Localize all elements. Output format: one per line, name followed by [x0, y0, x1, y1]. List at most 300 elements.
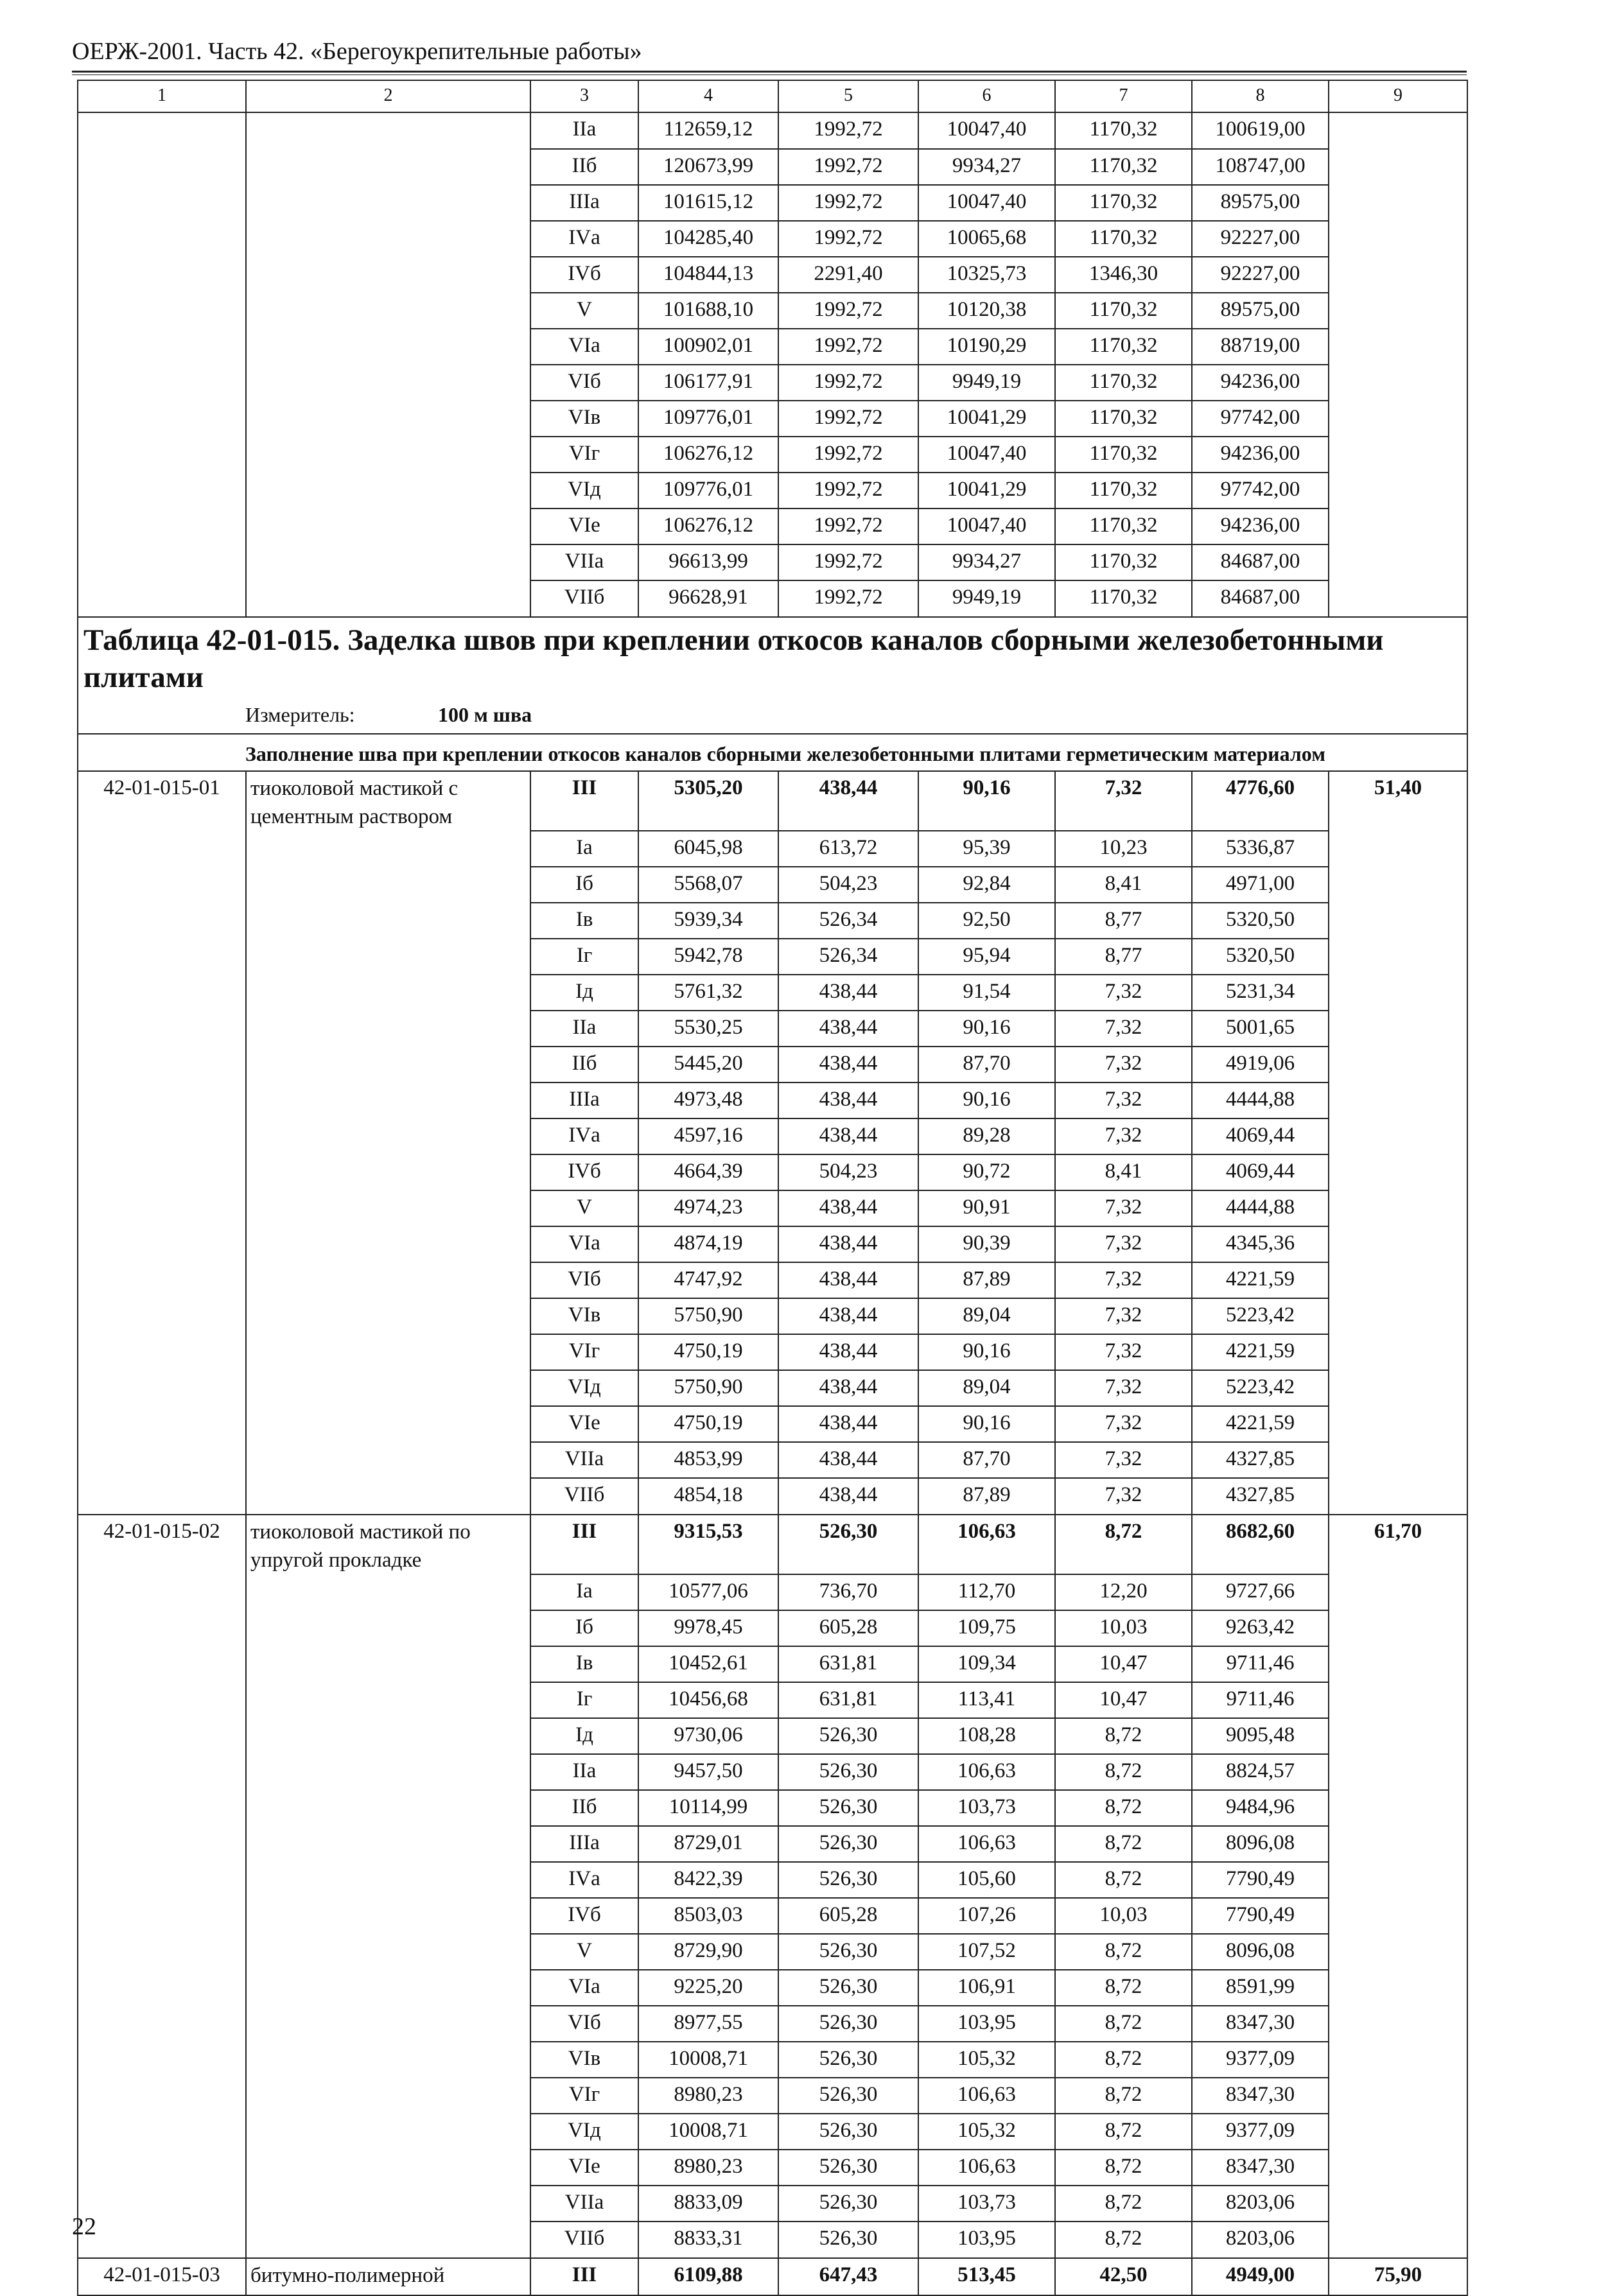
table-row: [78, 185, 1467, 221]
value-cell: 605,28: [778, 1610, 918, 1646]
value-cell: Iд: [530, 1718, 638, 1754]
name-cell: [246, 401, 530, 437]
col9-cell: [1329, 401, 1467, 437]
table-row: [78, 975, 1467, 1011]
code-cell: 42-01-015-02: [78, 1515, 246, 1574]
value-cell: 9949,19: [918, 580, 1055, 617]
value-cell: 5320,50: [1192, 939, 1329, 975]
col9-cell: [1329, 1826, 1467, 1862]
value-cell: 526,30: [778, 1754, 918, 1790]
name-cell: тиоколовой мастикой по упругой прокладке: [246, 1515, 530, 1574]
value-cell: 10,47: [1055, 1682, 1192, 1718]
col9-cell: [1329, 329, 1467, 365]
value-cell: 10,47: [1055, 1646, 1192, 1682]
table-row: [78, 1574, 1467, 1610]
code-cell: [78, 1011, 246, 1047]
value-cell: IIIа: [530, 185, 638, 221]
header-rule: [72, 71, 1467, 73]
value-cell: 10325,73: [918, 257, 1055, 293]
name-cell: [246, 2114, 530, 2150]
value-cell: 94236,00: [1192, 437, 1329, 473]
col9-cell: [1329, 1682, 1467, 1718]
name-cell: [246, 1718, 530, 1754]
value-cell: 1170,32: [1055, 329, 1192, 365]
value-cell: 95,39: [918, 831, 1055, 867]
value-cell: 4444,88: [1192, 1190, 1329, 1226]
name-cell: [246, 112, 530, 149]
value-cell: 10,03: [1055, 1610, 1192, 1646]
code-cell: [78, 1442, 246, 1478]
value-cell: 91,54: [918, 975, 1055, 1011]
code-cell: [78, 1646, 246, 1682]
value-cell: 10456,68: [638, 1682, 778, 1718]
value-cell: 438,44: [778, 1011, 918, 1047]
value-cell: 5305,20: [638, 771, 778, 831]
value-cell: 90,16: [918, 1011, 1055, 1047]
name-cell: [246, 2186, 530, 2222]
code-cell: [78, 1083, 246, 1118]
col9-cell: [1329, 1754, 1467, 1790]
value-cell: 10120,38: [918, 293, 1055, 329]
name-cell: [246, 1226, 530, 1262]
table-row: [78, 1406, 1467, 1442]
name-cell: [246, 1298, 530, 1334]
col9-cell: [1329, 112, 1467, 149]
code-cell: [78, 2042, 246, 2078]
value-cell: 526,30: [778, 1826, 918, 1862]
name-cell: [246, 2006, 530, 2042]
name-cell: [246, 580, 530, 617]
value-cell: 631,81: [778, 1646, 918, 1682]
value-cell: 7,32: [1055, 1262, 1192, 1298]
value-cell: 87,70: [918, 1442, 1055, 1478]
value-cell: 438,44: [778, 1083, 918, 1118]
meter-label: Измеритель:: [245, 703, 355, 726]
value-cell: 7,32: [1055, 1011, 1192, 1047]
name-cell: [246, 2042, 530, 2078]
value-cell: 107,26: [918, 1898, 1055, 1934]
value-cell: 4919,06: [1192, 1047, 1329, 1083]
table-row: [78, 1718, 1467, 1754]
value-cell: 10008,71: [638, 2114, 778, 2150]
value-cell: 8,72: [1055, 1826, 1192, 1862]
value-cell: 4747,92: [638, 1262, 778, 1298]
value-cell: III: [530, 1515, 638, 1574]
value-cell: V: [530, 1190, 638, 1226]
col9-cell: [1329, 1898, 1467, 1934]
value-cell: 8096,08: [1192, 1934, 1329, 1970]
value-cell: 8,72: [1055, 1934, 1192, 1970]
col9-cell: [1329, 473, 1467, 509]
col9-cell: [1329, 1442, 1467, 1478]
table-row: [78, 1862, 1467, 1898]
value-cell: Iа: [530, 831, 638, 867]
value-cell: 8977,55: [638, 2006, 778, 2042]
value-cell: VIе: [530, 509, 638, 544]
value-cell: IIа: [530, 112, 638, 149]
table-row: [78, 1754, 1467, 1790]
value-cell: 5750,90: [638, 1370, 778, 1406]
col9-cell: [1329, 1970, 1467, 2006]
name-cell: [246, 509, 530, 544]
value-cell: 8,72: [1055, 2006, 1192, 2042]
code-cell: [78, 2078, 246, 2114]
value-cell: 4971,00: [1192, 867, 1329, 903]
value-cell: 92227,00: [1192, 257, 1329, 293]
code-cell: [78, 221, 246, 257]
value-cell: 4776,60: [1192, 771, 1329, 831]
table-row: [78, 1298, 1467, 1334]
value-cell: 5320,50: [1192, 903, 1329, 939]
value-cell: 631,81: [778, 1682, 918, 1718]
table-row: [78, 1826, 1467, 1862]
value-cell: 8,72: [1055, 1718, 1192, 1754]
name-cell: [246, 1047, 530, 1083]
value-cell: 4345,36: [1192, 1226, 1329, 1262]
name-cell: [246, 1646, 530, 1682]
code-cell: [78, 1047, 246, 1083]
code-cell: [78, 473, 246, 509]
column-number: 5: [778, 80, 918, 112]
name-cell: [246, 257, 530, 293]
value-cell: 92,50: [918, 903, 1055, 939]
code-cell: [78, 1262, 246, 1298]
table-row: [78, 1790, 1467, 1826]
col9-cell: [1329, 437, 1467, 473]
table-row: [78, 580, 1467, 617]
value-cell: 7,32: [1055, 1047, 1192, 1083]
value-cell: 438,44: [778, 1370, 918, 1406]
value-cell: 1346,30: [1055, 257, 1192, 293]
table-row: [78, 2150, 1467, 2186]
value-cell: 120673,99: [638, 149, 778, 185]
value-cell: 1170,32: [1055, 149, 1192, 185]
name-cell: [246, 365, 530, 401]
table-row: [78, 2222, 1467, 2258]
col9-cell: [1329, 831, 1467, 867]
name-cell: [246, 437, 530, 473]
table-row: [78, 1334, 1467, 1370]
table-row: [78, 1646, 1467, 1682]
value-cell: 526,30: [778, 2042, 918, 2078]
name-cell: [246, 1011, 530, 1047]
value-cell: 9934,27: [918, 544, 1055, 580]
value-cell: 8824,57: [1192, 1754, 1329, 1790]
table-row: [78, 1515, 1467, 1574]
value-cell: 8,72: [1055, 1862, 1192, 1898]
value-cell: 438,44: [778, 1262, 918, 1298]
value-cell: 1992,72: [778, 221, 918, 257]
value-cell: VIб: [530, 2006, 638, 2042]
value-cell: 107,52: [918, 1934, 1055, 1970]
value-cell: 4327,85: [1192, 1442, 1329, 1478]
table-row: [78, 1682, 1467, 1718]
code-cell: [78, 112, 246, 149]
col9-cell: [1329, 2114, 1467, 2150]
code-cell: [78, 1226, 246, 1262]
value-cell: 4069,44: [1192, 1118, 1329, 1154]
value-cell: 9730,06: [638, 1718, 778, 1754]
table-row: [78, 867, 1467, 903]
value-cell: 10041,29: [918, 473, 1055, 509]
value-cell: IIб: [530, 1790, 638, 1826]
value-cell: 8,72: [1055, 1790, 1192, 1826]
value-cell: VIIа: [530, 544, 638, 580]
name-cell: битумно-полимерной: [246, 2258, 530, 2295]
value-cell: 526,30: [778, 2078, 918, 2114]
table-row: [78, 1442, 1467, 1478]
code-cell: [78, 2150, 246, 2186]
name-cell: [246, 185, 530, 221]
table-row: [78, 437, 1467, 473]
value-cell: 1170,32: [1055, 293, 1192, 329]
column-number: 6: [918, 80, 1055, 112]
value-cell: 9095,48: [1192, 1718, 1329, 1754]
value-cell: 9377,09: [1192, 2042, 1329, 2078]
code-cell: [78, 2186, 246, 2222]
value-cell: 7,32: [1055, 1370, 1192, 1406]
value-cell: 8,72: [1055, 2150, 1192, 2186]
code-cell: [78, 1478, 246, 1515]
value-cell: 1170,32: [1055, 365, 1192, 401]
code-cell: [78, 401, 246, 437]
value-cell: 7,32: [1055, 1478, 1192, 1515]
value-cell: 8980,23: [638, 2150, 778, 2186]
value-cell: 8,72: [1055, 1515, 1192, 1574]
value-cell: 106,63: [918, 1826, 1055, 1862]
col9-cell: [1329, 1262, 1467, 1298]
value-cell: 10114,99: [638, 1790, 778, 1826]
value-cell: V: [530, 1934, 638, 1970]
value-cell: 8591,99: [1192, 1970, 1329, 2006]
column-number: 3: [530, 80, 638, 112]
col9-cell: [1329, 1790, 1467, 1826]
value-cell: 9727,66: [1192, 1574, 1329, 1610]
value-cell: 8347,30: [1192, 2078, 1329, 2114]
value-cell: 5223,42: [1192, 1370, 1329, 1406]
value-cell: 1170,32: [1055, 437, 1192, 473]
col9-cell: [1329, 1478, 1467, 1515]
value-cell: 1992,72: [778, 293, 918, 329]
value-cell: 4949,00: [1192, 2258, 1329, 2295]
table-row: [78, 2006, 1467, 2042]
value-cell: 8503,03: [638, 1898, 778, 1934]
value-cell: 109,75: [918, 1610, 1055, 1646]
value-cell: 89575,00: [1192, 293, 1329, 329]
value-cell: 7,32: [1055, 1190, 1192, 1226]
value-cell: 7,32: [1055, 1442, 1192, 1478]
col9-cell: [1329, 1047, 1467, 1083]
value-cell: 105,32: [918, 2042, 1055, 2078]
table-row: [78, 2042, 1467, 2078]
value-cell: 5223,42: [1192, 1298, 1329, 1334]
value-cell: 1170,32: [1055, 544, 1192, 580]
value-cell: Iг: [530, 939, 638, 975]
value-cell: 90,16: [918, 1083, 1055, 1118]
value-cell: 87,89: [918, 1478, 1055, 1515]
value-cell: 4069,44: [1192, 1154, 1329, 1190]
col9-cell: 61,70: [1329, 1515, 1467, 1574]
value-cell: 647,43: [778, 2258, 918, 2295]
col9-cell: [1329, 1862, 1467, 1898]
code-cell: [78, 1754, 246, 1790]
value-cell: 5001,65: [1192, 1011, 1329, 1047]
value-cell: 438,44: [778, 1334, 918, 1370]
col9-cell: [1329, 939, 1467, 975]
value-cell: 97742,00: [1192, 401, 1329, 437]
code-cell: [78, 903, 246, 939]
table-row: [78, 1011, 1467, 1047]
column-number: 7: [1055, 80, 1192, 112]
value-cell: VIг: [530, 437, 638, 473]
name-cell: [246, 2150, 530, 2186]
table-row: [78, 1083, 1467, 1118]
value-cell: 7,32: [1055, 771, 1192, 831]
value-cell: 8347,30: [1192, 2006, 1329, 2042]
name-cell: [246, 939, 530, 975]
table-row: [78, 112, 1467, 149]
col9-cell: [1329, 975, 1467, 1011]
name-cell: [246, 221, 530, 257]
value-cell: 526,30: [778, 2114, 918, 2150]
value-cell: IIIа: [530, 1826, 638, 1862]
value-cell: 8,77: [1055, 903, 1192, 939]
value-cell: VIв: [530, 2042, 638, 2078]
value-cell: 1992,72: [778, 509, 918, 544]
value-cell: IVа: [530, 221, 638, 257]
value-cell: 104285,40: [638, 221, 778, 257]
value-cell: Iа: [530, 1574, 638, 1610]
value-cell: 95,94: [918, 939, 1055, 975]
col9-cell: [1329, 1190, 1467, 1226]
value-cell: 106177,91: [638, 365, 778, 401]
value-cell: 5750,90: [638, 1298, 778, 1334]
value-cell: 12,20: [1055, 1574, 1192, 1610]
code-cell: [78, 1826, 246, 1862]
col9-cell: [1329, 1118, 1467, 1154]
value-cell: 92,84: [918, 867, 1055, 903]
table-row: [78, 1154, 1467, 1190]
value-cell: 90,72: [918, 1154, 1055, 1190]
value-cell: 9225,20: [638, 1970, 778, 2006]
table-row: [78, 903, 1467, 939]
value-cell: 109776,01: [638, 401, 778, 437]
col9-cell: [1329, 1226, 1467, 1262]
value-cell: 10047,40: [918, 437, 1055, 473]
value-cell: 526,30: [778, 1862, 918, 1898]
value-cell: 526,30: [778, 2222, 918, 2258]
value-cell: 1170,32: [1055, 580, 1192, 617]
code-cell: [78, 329, 246, 365]
value-cell: 10577,06: [638, 1574, 778, 1610]
code-cell: [78, 2006, 246, 2042]
value-cell: 9263,42: [1192, 1610, 1329, 1646]
col9-cell: [1329, 1646, 1467, 1682]
value-cell: VIе: [530, 2150, 638, 2186]
value-cell: 106,63: [918, 2078, 1055, 2114]
value-cell: 4327,85: [1192, 1478, 1329, 1515]
value-cell: 89575,00: [1192, 185, 1329, 221]
name-cell: [246, 2222, 530, 2258]
value-cell: 8,72: [1055, 2114, 1192, 2150]
table-row: [78, 473, 1467, 509]
value-cell: V: [530, 293, 638, 329]
value-cell: 8833,09: [638, 2186, 778, 2222]
code-cell: [78, 2114, 246, 2150]
value-cell: 5445,20: [638, 1047, 778, 1083]
name-cell: [246, 1190, 530, 1226]
rates-table: [77, 80, 1468, 2296]
value-cell: 526,30: [778, 1718, 918, 1754]
value-cell: 504,23: [778, 1154, 918, 1190]
value-cell: IIб: [530, 1047, 638, 1083]
table-row: [78, 544, 1467, 580]
value-cell: III: [530, 2258, 638, 2295]
value-cell: 438,44: [778, 771, 918, 831]
code-cell: [78, 1334, 246, 1370]
name-cell: [246, 1370, 530, 1406]
value-cell: VIд: [530, 2114, 638, 2150]
value-cell: 8,72: [1055, 2186, 1192, 2222]
name-cell: [246, 1083, 530, 1118]
name-cell: [246, 1478, 530, 1515]
value-cell: 8682,60: [1192, 1515, 1329, 1574]
value-cell: 8347,30: [1192, 2150, 1329, 2186]
col9-cell: [1329, 1298, 1467, 1334]
code-cell: [78, 831, 246, 867]
value-cell: 113,41: [918, 1682, 1055, 1718]
value-cell: VIа: [530, 329, 638, 365]
value-cell: 103,73: [918, 1790, 1055, 1826]
value-cell: 88719,00: [1192, 329, 1329, 365]
value-cell: 4597,16: [638, 1118, 778, 1154]
value-cell: 9934,27: [918, 149, 1055, 185]
name-cell: [246, 149, 530, 185]
value-cell: 94236,00: [1192, 365, 1329, 401]
table-row: [78, 1370, 1467, 1406]
value-cell: 7,32: [1055, 1334, 1192, 1370]
value-cell: 10065,68: [918, 221, 1055, 257]
column-number: 1: [78, 80, 246, 112]
name-cell: [246, 1118, 530, 1154]
value-cell: 9457,50: [638, 1754, 778, 1790]
col9-cell: [1329, 221, 1467, 257]
value-cell: 5568,07: [638, 867, 778, 903]
meter-value: 100 м шва: [438, 703, 532, 726]
value-cell: 526,30: [778, 1934, 918, 1970]
value-cell: 605,28: [778, 1898, 918, 1934]
value-cell: 7,32: [1055, 975, 1192, 1011]
value-cell: VIб: [530, 1262, 638, 1298]
value-cell: 112659,12: [638, 112, 778, 149]
value-cell: 84687,00: [1192, 544, 1329, 580]
code-cell: [78, 580, 246, 617]
name-cell: [246, 1790, 530, 1826]
value-cell: 87,70: [918, 1047, 1055, 1083]
value-cell: 9377,09: [1192, 2114, 1329, 2150]
col9-cell: [1329, 149, 1467, 185]
value-cell: 1170,32: [1055, 473, 1192, 509]
table-row: [78, 1047, 1467, 1083]
col9-cell: [1329, 1718, 1467, 1754]
table-row: [78, 2258, 1467, 2295]
value-cell: 5761,32: [638, 975, 778, 1011]
value-cell: VIIб: [530, 2222, 638, 2258]
value-cell: 8096,08: [1192, 1826, 1329, 1862]
table-row: [78, 771, 1467, 831]
value-cell: 526,30: [778, 2150, 918, 2186]
value-cell: 526,34: [778, 903, 918, 939]
